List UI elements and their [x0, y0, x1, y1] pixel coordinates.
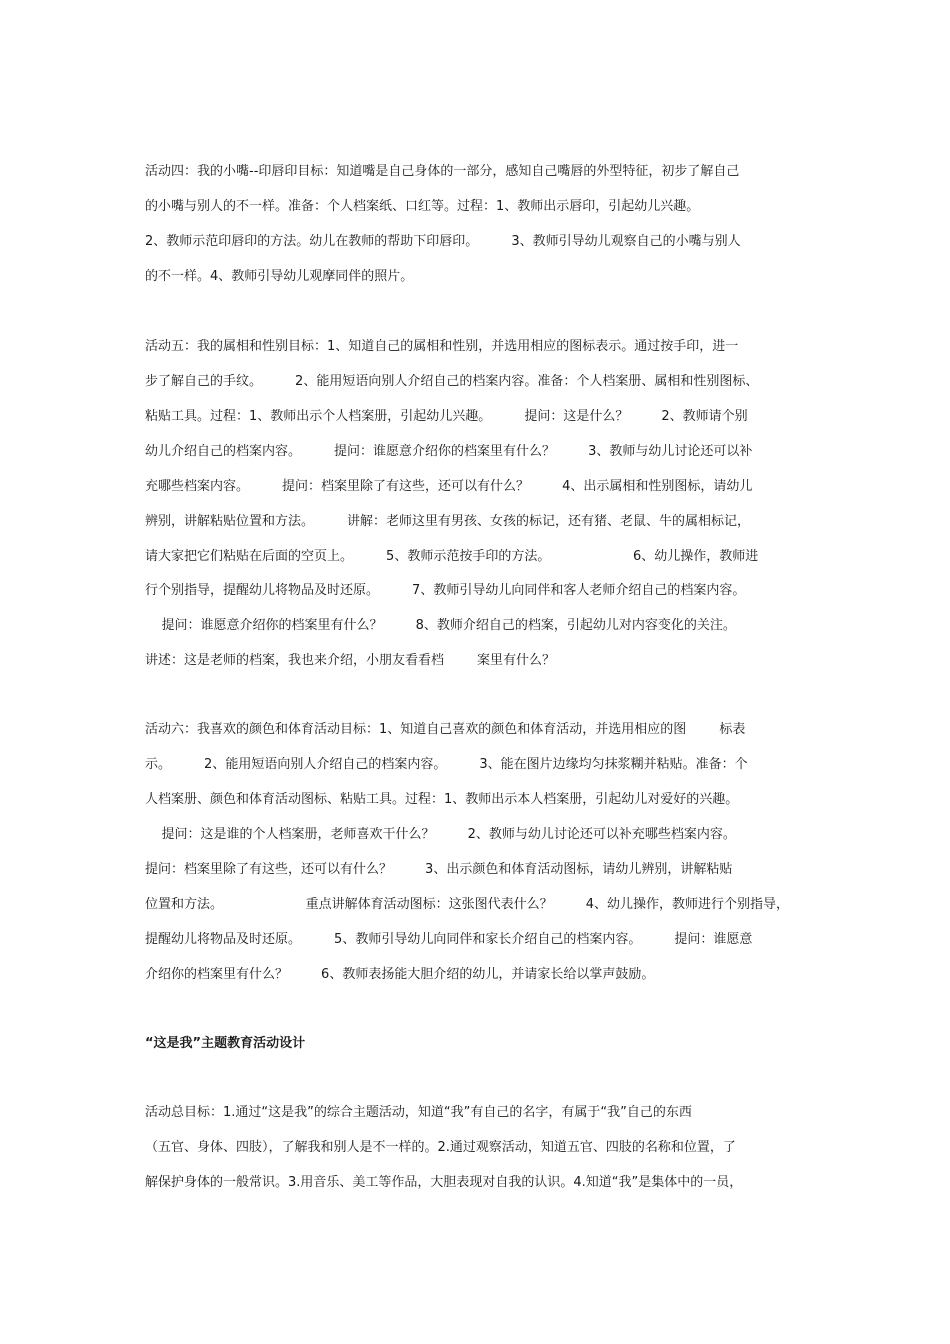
activity5-line-2: 步了解自己的手纹。 2、能用短语向别人介绍自己的档案内容。准备：个人档案册、属相和性别图标、 — [145, 374, 759, 389]
activity5-line-1: 活动五：我的属相和性别目标：1、知道自己的属相和性别，并选用相应的图标表示。通过按手印，进一 — [145, 339, 739, 354]
activity5-line-7: 请大家把它们粘贴在后面的空页上。 5、教师示范按手印的方法。 6、幼儿操作，教师进 — [145, 549, 759, 564]
overall-goal-line-2: （五官、身体、四肢），了解我和别人是不一样的。2.通过观察活动，知道五官、四肢的名称和位置，了 — [145, 1140, 736, 1155]
activity6-line-7: 提醒幼儿将物品及时还原。 5、教师引导幼儿向同伴和家长介绍自己的档案内容。 提问：谁愿意 — [145, 932, 753, 947]
activity4-line-3: 2、教师示范印唇印的方法。幼儿在教师的帮助下印唇印。 3、教师引导幼儿观察自己的小嘴与别人 — [145, 234, 741, 249]
section-title: “这是我”主题教育活动设计 — [145, 1036, 306, 1051]
activity4-line-1: 活动四：我的小嘴--印唇印目标：知道嘴是自己身体的一部分，感知自己嘴唇的外型特征，初步了解自己 — [145, 164, 740, 179]
activity6-line-3: 人档案册、颜色和体育活动图标、粘贴工具。过程：1、教师出示本人档案册，引起幼儿对爱好的兴趣。 — [145, 792, 739, 807]
activity5-line-10: 讲述：这是老师的档案，我也来介绍，小朋友看看档 案里有什么？ — [145, 653, 556, 668]
activity4-line-4: 的不一样。4、教师引导幼儿观摩同伴的照片。 — [145, 269, 414, 284]
activity5-line-6: 辨别，讲解粘贴位置和方法。 讲解：老师这里有男孩、女孩的标记，还有猪、老鼠、牛的属相标记， — [145, 514, 751, 529]
activity5-line-9: 提问：谁愿意介绍你的档案里有什么？ 8、教师介绍自己的档案，引起幼儿对内容变化的关注。 — [145, 618, 736, 633]
activity5-line-5: 充哪些档案内容。 提问：档案里除了有这些，还可以有什么？ 4、出示属相和性别图标，请幼儿 — [145, 479, 753, 494]
activity6-line-1: 活动六：我喜欢的颜色和体育活动目标：1、知道自己喜欢的颜色和体育活动，并选用相应的图 标表 — [145, 722, 746, 737]
activity5-line-4: 幼儿介绍自己的档案内容。 提问：谁愿意介绍你的档案里有什么？ 3、教师与幼儿讨论还可以补 — [145, 444, 753, 459]
activity6-line-5: 提问：档案里除了有这些，还可以有什么？ 3、出示颜色和体育活动图标，请幼儿辨别，讲解粘贴 — [145, 862, 733, 877]
overall-goal-line-1: 活动总目标：1.通过“这是我”的综合主题活动，知道“我”有自己的名字，有属于“我”自己的东西 — [145, 1105, 692, 1120]
activity6-line-8: 介绍你的档案里有什么？ 6、教师表扬能大胆介绍的幼儿，并请家长给以掌声鼓励。 — [145, 967, 655, 982]
activity5-line-3: 粘贴工具。过程：1、教师出示个人档案册，引起幼儿兴趣。 提问：这是什么？ 2、教师请个别 — [145, 409, 748, 424]
overall-goal-line-3: 解保护身体的一般常识。3.用音乐、美工等作品，大胆表现对自我的认识。4.知道“我”是集体中的一员， — [145, 1175, 743, 1190]
activity6-line-2: 示。 2、能用短语向别人介绍自己的档案内容。 3、能在图片边缘均匀抹浆糊并粘贴。准备：个 — [145, 757, 748, 772]
activity6-line-4: 提问：这是谁的个人档案册，老师喜欢干什么？ 2、教师与幼儿讨论还可以补充哪些档案内容。 — [145, 827, 736, 842]
activity4-line-2: 的小嘴与别人的不一样。准备：个人档案纸、口红等。过程：1、教师出示唇印，引起幼儿兴趣。 — [145, 199, 700, 214]
activity5-line-8: 行个别指导，提醒幼儿将物品及时还原。 7、教师引导幼儿向同伴和客人老师介绍自己的档案内容。 — [145, 583, 746, 598]
activity6-line-6: 位置和方法。 重点讲解体育活动图标：这张图代表什么？ 4、幼儿操作，教师进行个别指导， — [145, 897, 789, 912]
